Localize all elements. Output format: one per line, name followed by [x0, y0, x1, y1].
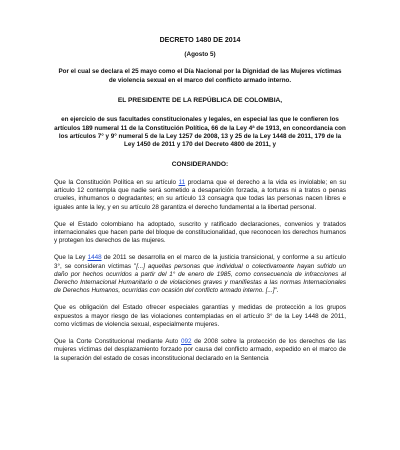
paragraph-text: de 2011 se desarrolla en el marco de la justicia transicional, y conforme a su artículo 3°, se consideran víctimas " — [54, 254, 346, 270]
paragraph-text: proclama que el derecho a la vida es inviolable; en su artículo 12 contempla que nadie será sometido a desaparición forzada, a torturas ni a tratos o penas crueles, inhumanos o degradantes; en su artículo 13 consagra que todas las personas nacen libres e iguales ante la ley, y en su artículo 28 garantiza el derecho fundamental a la libertad personal. — [54, 179, 346, 211]
paragraph-law-1448 — [54, 254, 346, 295]
decree-date: (Agosto 5) — [184, 51, 216, 58]
considering-heading: CONSIDERANDO: — [171, 160, 229, 168]
paragraph-text: Que la Corte Constitucional mediante Auto — [54, 338, 181, 346]
paragraph-text: Que la Constitución Política en su artículo — [54, 179, 179, 187]
decree-purpose: Por el cual se declara el 25 mayo como el Día Nacional por la Dignidad de las Mujeres víctimas de violencia sexual en el marco del conflicto armado interno. — [58, 68, 342, 84]
auto-092-link[interactable]: 092 — [180, 338, 192, 346]
paragraph-text: Que la Ley — [54, 254, 88, 262]
decree-document — [54, 36, 346, 372]
paragraph-constitutional-court — [54, 338, 346, 363]
decree-title: DECRETO 1480 DE 2014 — [159, 37, 241, 44]
powers-paragraph: en ejercicio de sus facultades constitucionales y legales, en especial las que le confieren los artículos 189 numeral 11 de la Constitución Política, 66 de la Ley 4ª de 1913, en concordancia con los artículos 7° y 9° numeral 5 de la Ley 1257 de 2008, 13 y 25 de la Ley 1448 de 2011, 179 de la Ley 1450 de 2011 y 170 del Decreto 4800 de 2011, y — [54, 116, 346, 149]
law-1448-link[interactable]: 1448 — [87, 254, 102, 262]
paragraph-constitution — [54, 179, 346, 212]
president-heading: EL PRESIDENTE DE LA REPÚBLICA DE COLOMBIA, — [117, 97, 283, 105]
article-11-link[interactable]: 11 — [178, 179, 186, 187]
paragraph-text: ". — [274, 287, 279, 295]
victims-definition-quote: [...] aquellas personas que individual o colectivamente hayan sufrido un daño por hechos ocurridos a partir del 1° de enero de 1985, como consecuencia de infracciones al Derecho Internacional Humanitario o de violaciones graves y manifiestas a las normas Internacionales de Derechos Humanos, ocurridas con ocasión del conflicto armado interno. [...] — [54, 262, 346, 295]
paragraph-state-obligation: Que es obligación del Estado ofrecer especiales garantías y medidas de protección a los grupos expuestos a mayor riesgo de las violaciones contempladas en el artículo 3° de la Ley 1448 de 2011, como víctimas de violencia sexual, especialmente mujeres. — [54, 304, 346, 328]
paragraph-text: de 2008 sobre la protección de los derechos de las mujeres víctimas del desplazamiento forzado por causa del conflicto armado, expedido en el marco de la superación del estado de cosas inconstitucional declarado en la Sentencia — [54, 338, 346, 362]
paragraph-treaties: Que el Estado colombiano ha adoptado, suscrito y ratificado declaraciones, convenios y tratados internacionales que hacen parte del bloque de constitucionalidad, que reconocen los derechos humanos y protegen los derechos de las mujeres. — [54, 220, 346, 245]
